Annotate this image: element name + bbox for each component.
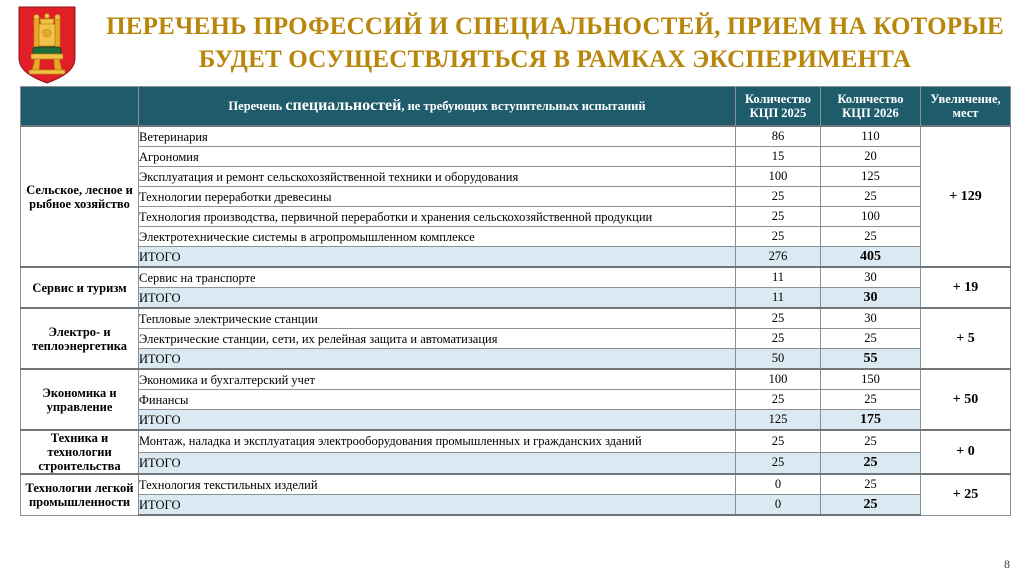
total-kcp-2025-cell: 0 <box>736 495 821 516</box>
table-row <box>21 430 1011 452</box>
slide-header <box>0 0 1024 86</box>
kcp-2026-cell: 25 <box>821 187 921 207</box>
table-row <box>21 187 1011 207</box>
table-total-row <box>21 288 1011 309</box>
kcp-2025-cell: 25 <box>736 227 821 247</box>
group-name-cell: Сервис и туризм <box>21 267 139 308</box>
page-title-line-2: БУДЕТ ОСУЩЕСТВЛЯТЬСЯ В РАМКАХ ЭКСПЕРИМЕНТА <box>198 46 912 73</box>
specialty-name-cell: Экономика и бухгалтерский учет <box>139 369 736 390</box>
header-spec-prefix: Перечень <box>228 99 286 114</box>
table-row <box>21 207 1011 227</box>
increase-cell: + 50 <box>921 369 1011 430</box>
total-label-cell: ИТОГО <box>139 452 736 474</box>
header-increase-line-2: мест <box>952 106 979 120</box>
kcp-2026-cell: 125 <box>821 167 921 187</box>
group-name-cell: Техника и технологии строительства <box>21 430 139 474</box>
increase-cell: + 19 <box>921 267 1011 308</box>
group-name-cell: Электро- и теплоэнергетика <box>21 308 139 369</box>
kcp-2026-cell: 25 <box>821 329 921 349</box>
specialty-name-cell: Агрономия <box>139 147 736 167</box>
specialty-name-cell: Сервис на транспорте <box>139 267 736 288</box>
total-kcp-2026-cell: 55 <box>821 349 921 370</box>
header-kcp-2025-line-2: КЦП 2025 <box>749 106 807 120</box>
kcp-2025-cell: 15 <box>736 147 821 167</box>
kcp-2026-cell: 25 <box>821 390 921 410</box>
kcp-2026-cell: 110 <box>821 126 921 147</box>
table-row <box>21 308 1011 329</box>
increase-cell: + 0 <box>921 430 1011 474</box>
kcp-2025-cell: 25 <box>736 207 821 227</box>
table-row <box>21 267 1011 288</box>
specialty-name-cell: Технология производства, первичной переработки и хранения сельскохозяйственной продукции <box>139 207 736 227</box>
kcp-2026-cell: 25 <box>821 227 921 247</box>
header-increase-column <box>921 87 1011 127</box>
total-kcp-2026-cell: 25 <box>821 452 921 474</box>
kcp-2025-cell: 11 <box>736 267 821 288</box>
kcp-2025-cell: 86 <box>736 126 821 147</box>
table-row <box>21 227 1011 247</box>
kcp-2026-cell: 150 <box>821 369 921 390</box>
table-total-row <box>21 495 1011 516</box>
header-kcp-2025-line-1: Количество <box>744 92 812 106</box>
table-row <box>21 369 1011 390</box>
page-title-line-1: ПЕРЕЧЕНЬ ПРОФЕССИЙ И СПЕЦИАЛЬНОСТЕЙ, ПРИЕМ НА КОТОРЫЕ <box>106 13 1004 40</box>
table-row <box>21 474 1011 495</box>
group-name-cell: Технологии легкой промышленности <box>21 474 139 515</box>
table-header <box>21 87 1011 127</box>
kcp-table-container <box>20 86 1010 516</box>
total-kcp-2025-cell: 276 <box>736 247 821 268</box>
kcp-2025-cell: 25 <box>736 430 821 452</box>
increase-cell: + 129 <box>921 126 1011 267</box>
kcp-table <box>20 86 1011 516</box>
specialty-name-cell: Технология текстильных изделий <box>139 474 736 495</box>
table-body <box>21 126 1011 515</box>
kcp-2025-cell: 25 <box>736 308 821 329</box>
kcp-2026-cell: 30 <box>821 308 921 329</box>
specialty-name-cell: Тепловые электрические станции <box>139 308 736 329</box>
kcp-2025-cell: 0 <box>736 474 821 495</box>
kcp-2026-cell: 100 <box>821 207 921 227</box>
header-increase-line-1: Увеличение, <box>930 92 1001 106</box>
kcp-2025-cell: 25 <box>736 187 821 207</box>
header-group-column <box>21 87 139 127</box>
total-kcp-2025-cell: 11 <box>736 288 821 309</box>
total-kcp-2026-cell: 25 <box>821 495 921 516</box>
specialty-name-cell: Эксплуатация и ремонт сельскохозяйственной техники и оборудования <box>139 167 736 187</box>
header-kcp-2026-line-2: КЦП 2026 <box>842 106 899 120</box>
table-row <box>21 329 1011 349</box>
kcp-2026-cell: 25 <box>821 474 921 495</box>
kcp-2026-cell: 25 <box>821 430 921 452</box>
total-kcp-2026-cell: 30 <box>821 288 921 309</box>
total-kcp-2026-cell: 405 <box>821 247 921 268</box>
table-row <box>21 147 1011 167</box>
total-label-cell: ИТОГО <box>139 410 736 431</box>
kcp-2025-cell: 25 <box>736 329 821 349</box>
total-kcp-2025-cell: 125 <box>736 410 821 431</box>
specialty-name-cell: Ветеринария <box>139 126 736 147</box>
header-kcp-2026-column <box>821 87 921 127</box>
total-kcp-2025-cell: 25 <box>736 452 821 474</box>
header-spec-emphasis: специальностей <box>285 97 402 115</box>
page-title <box>90 10 1020 76</box>
specialty-name-cell: Технологии переработки древесины <box>139 187 736 207</box>
specialty-name-cell: Электрические станции, сети, их релейная защита и автоматизация <box>139 329 736 349</box>
specialty-name-cell: Финансы <box>139 390 736 410</box>
total-label-cell: ИТОГО <box>139 247 736 268</box>
kcp-2025-cell: 100 <box>736 167 821 187</box>
header-kcp-2025-column <box>736 87 821 127</box>
group-name-cell: Экономика и управление <box>21 369 139 430</box>
total-label-cell: ИТОГО <box>139 349 736 370</box>
specialty-name-cell: Монтаж, наладка и эксплуатация электрооборудования промышленных и гражданских зданий <box>139 430 736 452</box>
table-total-row <box>21 247 1011 268</box>
header-specialty-column <box>139 87 736 127</box>
table-total-row <box>21 349 1011 370</box>
total-kcp-2026-cell: 175 <box>821 410 921 431</box>
header-spec-suffix: , не требующих вступительных испытаний <box>401 99 646 114</box>
kcp-2026-cell: 20 <box>821 147 921 167</box>
kcp-2025-cell: 25 <box>736 390 821 410</box>
total-label-cell: ИТОГО <box>139 495 736 516</box>
table-header-row <box>21 87 1011 127</box>
table-total-row <box>21 452 1011 474</box>
table-total-row <box>21 410 1011 431</box>
total-kcp-2025-cell: 50 <box>736 349 821 370</box>
specialty-name-cell: Электротехнические системы в агропромышленном комплексе <box>139 227 736 247</box>
table-row <box>21 167 1011 187</box>
page-number: 8 <box>1004 557 1010 571</box>
table-row <box>21 126 1011 147</box>
table-row <box>21 390 1011 410</box>
group-name-cell: Сельское, лесное и рыбное хозяйство <box>21 126 139 267</box>
kcp-2026-cell: 30 <box>821 267 921 288</box>
total-label-cell: ИТОГО <box>139 288 736 309</box>
header-kcp-2026-line-1: Количество <box>837 92 904 106</box>
tver-oblast-coat-of-arms-icon <box>18 6 76 84</box>
kcp-2025-cell: 100 <box>736 369 821 390</box>
increase-cell: + 5 <box>921 308 1011 369</box>
increase-cell: + 25 <box>921 474 1011 515</box>
